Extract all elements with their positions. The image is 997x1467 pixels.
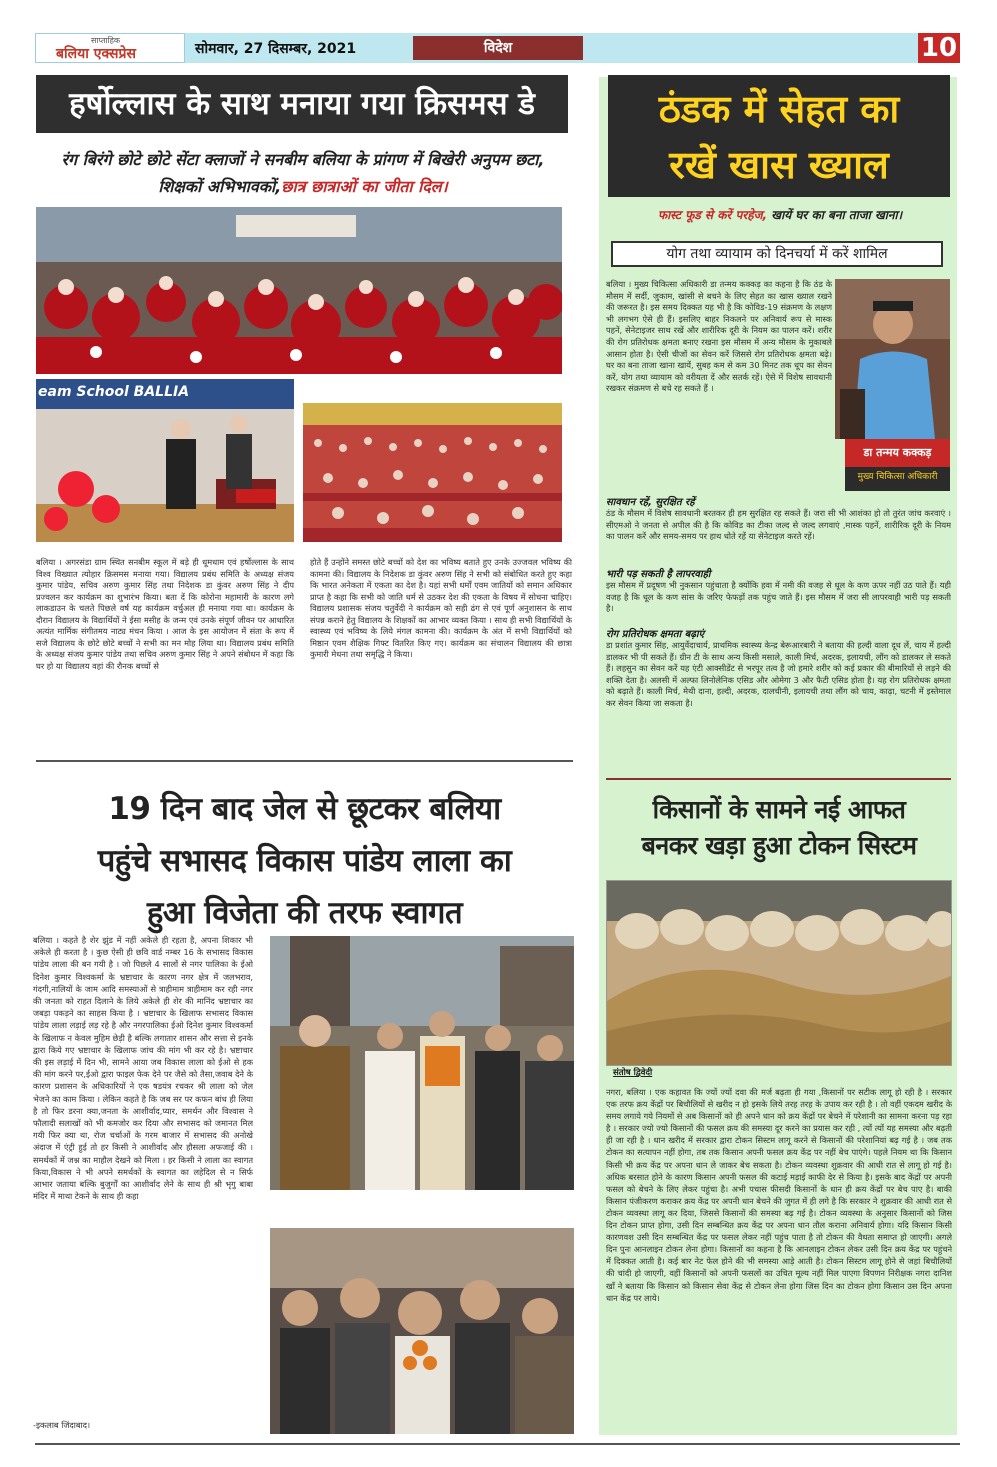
section2-body: इस मौसम में प्रदूषण भी नुकसान पहुंचाता है क्योंकि हवा में नमी की वजह से धूल के कण ऊपर नहीं उठ पाते हैं। यही वजह है कि धूल के कण सांस के जरिए फेफड़ों तक पहुंच जाते हैं। इस मौसम में जरा सी लापरवाही भारी पड़ सकती है।: [606, 580, 951, 613]
cake-cutting-photo: [36, 379, 294, 542]
article3-sections: [606, 494, 951, 768]
page-number: 10: [918, 33, 960, 63]
cmo-caption: [845, 439, 950, 491]
article2-headline-line2: पहुंचे सभासद विकास पांडेय लाला का: [97, 843, 512, 879]
article4-byline: संतोष द्विवेदी: [613, 1068, 653, 1078]
article3-subhead-highlight: फास्ट फूड से करें परहेज,: [657, 208, 768, 222]
article2-headline-line3: हुआ विजेता की तरफ स्वागत: [146, 895, 463, 931]
section3-title: रोग प्रतिरोधक क्षमता बढ़ाएं: [606, 629, 705, 640]
section-label: विदेश: [413, 36, 583, 60]
article3-subhead: [605, 206, 955, 223]
article1-column-1: बलिया । अगरसंडा ग्राम स्थित सनबीम स्कूल में बड़े ही धूमधाम एवं हर्षोल्लास के साथ विश्व विख्यात त्योहार क्रिसमस मनाया गया। विद्यालय प्रबंध समिति के अध्यक्ष संजय कुमार पांडेय, सचिव अरुण कुमार सिंह तथा निदेशक डा कुंवर अरुण सिंह ने दीप प्रज्वलन कर कार्यक्रम का शुभारंभ किया। बता दें कि कोरोना महामारी के कारण लगे लाकडाउन के चलते पिछले वर्ष यह कार्यक्रम वर्चुअल ही मनाया गया था। कार्यक्रम के दौरान विद्यालय के विद्यार्थियों ने ईसा मसीह के जन्म एवं उनके संपूर्ण जीवन पर आधारित अत्यंत मार्मिक संगीतमय नाट्य मंचन किया । आज के इस आयोजन में संता के रूप में सजे विद्यालय के छोटे छोटे बच्चों ने सभी का मन मोह लिया था। विद्यालय प्रबंध समिति के अध्यक्ष संजय कुमार पांडेय तथा सचिव अरुण कुमार सिंह ने अपने संबोधन में कहा कि घर हो या विद्यालय वहां की रौनक बच्चों से: [36, 557, 294, 671]
article1-subhead: [40, 146, 566, 200]
section1-body: ठंड के मौसम में विशेष सावधानी बरतकर ही हम सुरक्षित रह सकते हैं। जरा सी भी आशंका हो तो तुरंत जांच करवाएं । सीएमओ ने जनता से अपील की है कि कोविड का टीका जल्द से जल्द लगवाएं ,मास्क पहनें, शारीरिक दूरी के नियम का पालन करें और समय-समय पर हाथ धोते रहें या सेनेटाइज करते रहें।: [606, 508, 951, 541]
section1-title: सावधान रहें, सुरक्षित रहें: [606, 497, 695, 508]
section2-title: भारी पड़ सकती है लापरवाही: [606, 569, 711, 580]
issue-date: सोमवार, 27 दिसम्बर, 2021: [195, 41, 357, 57]
article4-body: नगरा, बलिया । एक कहावत कि ज्यों ज्यों दवा की मर्ज बढ़ता ही गया ,किसानों पर सटीक लागू हो रही है । सरकार एक तरफ क्रय केंद्रों पर बिचौलियों से खरीद न हो इसके लिये तरह तरह के उपाय कर रही है । तो वहीं एकदम खरीद के समय लगाये गये नियमों से अब किसानों को ही अपने धान को क्रय केंद्रों पर बेचने में परेशानी का सामना करना पड़ रहा है । सरकार ज्यो ज्यो किसानों की फसल क्रय की समस्या दूर करने का प्रयास कर रही , त्यों त्यों यह समस्या और बढ़ती ही जा रही है । धान खरीद में सरकार द्वारा टोकन सिस्टम लागू करने से किसानों की परेशानियां बढ़ गई है । जब तक टोकन का सत्यापन नहीं होगा, तब तक किसान अपनी फसल क्रय केंद्र पर नहीं बेच पाएंगे। पहले नियम था कि किसान किसी भी क्रय केंद्र पर अपना धान ले जाकर बेच सकता है। टोकन व्यवस्था शुक्रवार की आधी रात से लागू हो गई है। अधिक बरसात होने के कारण किसान अपनी फसल की कटाई मड़ाई काफी देर से किया है। इसके बाद केंद्रों पर अपनी फसल को बेचने के लिए लेकर पहुंचा है। अभी पचास फीसदी किसानों के धान ही क्रय केंद्रों पर बेच पाए है। बाकी किसान पंजीकरण कराकर क्रय केंद्र पर अपनी धान बेचने की जुगत में ही लगे है कि सरकार ने शुक्रवार की आधी रात से टोकन व्यवस्था लागू कर दिया, जिससे किसानों की समस्या बढ़ गई है। टोकन व्यवस्था के अनुसार किसानों को जिस दिन टोकन प्राप्त होगा, उसी दिन सम्बन्धित क्रय केंद्र पर अपना धान तौल कराना अनिवार्य होगा। यदि किसान किसी कारणवश उसी दिन सम्बन्धित केंद्र पर फसल लेकर नहीं पहुंच पाता है तो टोकन की वैधता समाप्त हो जाएगी। अगले दिन पुनः आनलाइन टोकन लेना होगा। किसानों का कहना है कि आनलाइन टोकन लेकर उसी दिन क्रय केंद्र पर पहुंचने में दिक्कत आती है। कई बार नेट फेल होने की भी समस्या आड़े आती है। टोकन सिस्टम लागू होने से जहां बिचौलियों की चांदी हो जाएगी, वहीं किसानों को अपनी फसलों का उचित मूल्य नहीं मिल पाएगा विपणन निरीक्षक नगरा दानिश खाँ ने बताया कि किसान को किसान सेवा केंद्र से टोकन लेना होगा जिस दिन का टोकन होगा किसान उस दिन अपना धान केंद्र पर लाये।: [606, 1087, 952, 1303]
brand-tagline: साप्ताहिक: [91, 36, 121, 45]
article3-headline-line1: ठंडक में सेहत का: [658, 87, 900, 131]
article4-headline-line2: बनकर खड़ा हुआ टोकन सिस्टम: [641, 831, 917, 860]
article4-headline: [604, 792, 954, 864]
page-bottom-rule: [35, 1443, 960, 1445]
cmo-name: डा तन्मय कक्कड़: [845, 439, 950, 467]
article1-subhead-text: रंग बिरंगे छोटे छोटे सेंटा क्लाजों ने सनबीम बलिया के प्रांगण में बिखेरी अनुपम छटा, शिक्षकों अभिभावकों,: [61, 150, 545, 196]
article2-headline: [36, 783, 573, 939]
article1-column-2: होते हैं उन्होंने समस्त छोटे बच्चों को देश का भविष्य बताते हुए उनके उज्जवल भविष्य की कामना की। विद्यालय के निदेशक डा कुंवर अरुण सिंह ने सभी को संबोधित करते हुए कहा कि भारत अनेकता में एकता का देश है। यहां सभी धर्मों एवम जातियों को समान अधिकार प्राप्त है कहा कि सभी को जाति धर्म से उठकर देश की एकता के विषय में सोचना चाहिए। विद्यालय प्रशासक संजय चतुर्वेदी ने कार्यक्रम को सही ढंग से एवं पूर्ण अनुशासन के साथ संपन्न कराने हेतु विद्यालय के शिक्षकों का आभार व्यक्त किया । साथ ही सभी विद्यार्थियों के स्वास्थ्य एवं भविष्य के लिये मंगल कामना की। कार्यक्रम के अंत में सभी विद्यार्थियों को मिष्ठान एवम शैक्षिक गिफ्ट वितरित किए गए। कार्यक्रम का संचालन विद्यालय की छात्रा कुमारी मेधना तथा समृद्धि ने किया।: [310, 557, 572, 659]
brand-name: बलिया एक्सप्रेस: [56, 46, 136, 62]
article3-intro: बलिया । मुख्य चिकित्सा अधिकारी डा तन्मय कक्कड़ का कहना है कि ठंड के मौसम में सर्दी, जुकाम, खांसी से बचने के लिए सेहत का खास ख्याल रखने की जरूरत है। इस समय दिक्कत यह भी है कि कोविड-19 संक्रमण के लक्षण भी लगभग ऐसे ही हैं। इसलिए बाहर निकलने पर अनिवार्य रूप से मास्क पहनें, सेनेटाइजर साथ रखें और शारीरिक दूरी के नियम का पालन करें। शरीर की रोग प्रतिरोधक क्षमता बनाए रखना इस मौसम में अन्य मौसम के मुकाबले आसान होता है। ऐसी चीजों का सेवन करें जिससे रोग प्रतिरोधक क्षमता बढ़े। घर का बना ताजा खाना खायें, सुबह कम से कम 30 मिनट तक धूप का सेवन करें, योग तथा व्यायाम को वरीयता दें और सतर्क रहें। ऐसे में विशेष सावधानी रखकर संक्रमण से बचे रह सकते हैं ।: [606, 279, 832, 394]
school-sign: eam School BALLIA: [38, 384, 190, 400]
brand-logo: [35, 33, 185, 63]
supporters-celebration-photo: [270, 1228, 574, 1434]
grain-heap-photo: [606, 880, 952, 1066]
right-section-divider: [606, 778, 951, 780]
article1-headline: हर्षोल्लास के साथ मनाया गया क्रिसमस डे: [36, 75, 568, 133]
section3-body: डा प्रशांत कुमार सिंह, आयुर्वेदाचार्य, प्राथमिक स्वास्थ्य केन्द्र बेरूआरबारी ने बताया की हल्दी वाला दूध लें, चाय में हल्दी डालकर भी पी सकते हैं। ग्रीन टी के साथ अन्य किसी मसाले, काली मिर्च, अदरक, इलायची, लौंग को डालकर ले सकते हैं। लहसुन का सेवन करें यह एंटी आक्सीडेंट से भरपूर तत्व है जो हमारे शरीर को कई प्रकार की बीमारियों से लड़ने की शक्ति देता है। अलसी में अल्फा लिनोलेनिक एसिड और ओमेगा 3 और फैटी एसिड होता है। यह रोग प्रतिरोधक क्षमता को बढ़ाते हैं। काली मिर्च, मेथी दाना, हल्दी, अदरक, दालचीनी, इलायची तथा लौंग को चाय, काढ़ा, चटनी में इस्तेमाल कर सेवन किया जा सकता है।: [606, 640, 951, 708]
masthead-bar: [35, 33, 960, 63]
cmo-portrait-photo: [835, 279, 950, 491]
cmo-title: मुख्य चिकित्सा अधिकारी: [857, 472, 938, 482]
article2-headline-line1: 19 दिन बाद जेल से छूटकर बलिया: [108, 791, 501, 827]
christmas-group-photo: [36, 207, 562, 374]
article1-subhead-highlight: छात्र छात्राओं का जीता दिल।: [281, 177, 448, 196]
article4-headline-line1: किसानों के सामने नई आफत: [652, 795, 906, 824]
section-divider: [36, 760, 573, 762]
article3-boxed-subhead: योग तथा व्यायाम को दिनचर्या में करें शामिल: [611, 241, 943, 267]
article2-body: बलिया । कहते है शेर झुंड में नहीं अकेले ही रहता है, अपना शिकार भी अकेले ही करता है । कुछ ऐसी ही छवि वार्ड नम्बर 16 के सभासद विकास पांडेय लाला की बन गयी है । जो पिछले 4 सालों से नगर पालिका के ईओ दिनेश कुमार विश्वकर्मा के भ्रष्टाचार के कारण नगर क्षेत्र में जलभराव, गंदगी,नालियों के जाम आदि समस्याओं से त्राहीमाम त्राहीमाम कर रही नगर की जनता को राहत दिलाने के लिये अकेले ही शेर की मानिंद भ्रष्टाचार का जबड़ा पकड़ने का साहस किया है । भ्रष्टाचार के खिलाफ सभासद विकास पांडेय लाला लड़ाई लड़ रहे है और नगरपालिका ईओ दिनेश कुमार विश्वकर्मा के खिलाफ न केवल मुहिम छेड़ी है बल्कि लगातार शासन और सत्ता से इनके द्वारा किये गए भ्रष्टाचार के खिलाफ जांच की मांग भी कर रहे है। भ्रष्टाचार की इस लड़ाई में दिन भी, सामने आया जब विकास लाला को ईओ से हक की मांग करने पर,ईओ द्वारा फाइल फेक देने पर जैसे को तैसा,जवाब देने के कारण प्रशासन के अधिकारियों ने एक षडयंत्र रचकर श्री लाला को जेल भेजने का काम किया । लेकिन कहते है कि जब सर पर कफन बांध ही लिया है तो फिर डरना क्या,जनता के आशीर्वाद,प्यार, समर्थन और विश्वास ने फौलादी सलाखों को भी कमजोर कर दिया और सभासद को जमानत मिल गयी फिर क्या था, रोज चर्चाओं के गरम बाजार में सभासद की अनोखे अंदाज में एंट्री हुई तो हर किसी ने आशीर्वाद और हौसला अफजाई की । समर्थकों में जश्न का माहौल देखने को मिला । हर किसी ने लाला का स्वागत किया,विकास ने भी अपने समर्थकों के स्वागत का लहेदिल से न सिर्फ आभार जताया बल्कि बुजुर्गों का आशीर्वाद लेने के साथ ही श्री भृगु बाबा मंदिर में माथा टेकने के साथ ही कहा: [33, 935, 253, 1202]
welcome-procession-photo: [270, 936, 574, 1190]
article3-headline: [608, 75, 950, 197]
article3-headline-line2: रखें खास ख्याल: [669, 143, 889, 187]
article3-subhead-text: खायें घर का बना ताजा खाना।: [771, 208, 903, 222]
students-crowd-photo: [303, 403, 562, 542]
article2-byline: -इकलाब जिंदाबाद।: [33, 1420, 91, 1430]
